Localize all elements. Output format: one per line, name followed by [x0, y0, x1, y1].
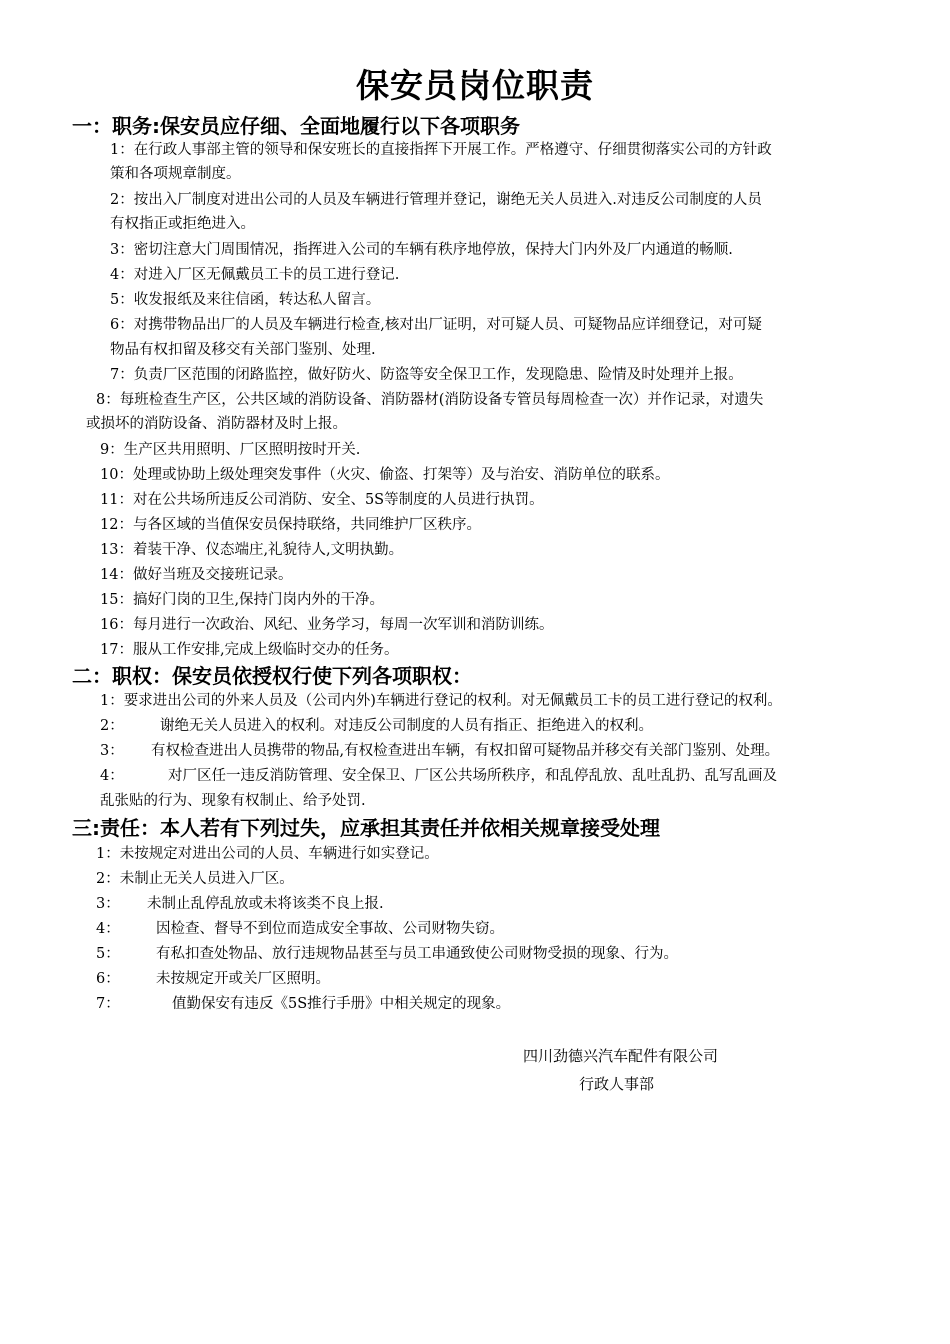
liability-item-5 [96, 943, 678, 965]
liability-item-1 [96, 843, 439, 865]
power-item-2-number: 2： [100, 718, 124, 734]
power-item-2 [100, 715, 653, 737]
liability-item-2-number: 2： [96, 871, 120, 887]
liability-item-4-text: 因检查、督导不到位而造成安全事故、公司财物失窃。 [156, 921, 504, 937]
power-item-2-text: 谢绝无关人员进入的权利。对违反公司制度的人员有指正、拒绝进入的权利。 [160, 718, 653, 734]
duty-item-17: 17：服从工作安排,完成上级临时交办的任务。 [100, 642, 399, 658]
liability-item-3-number: 3： [96, 896, 120, 912]
power-item-3 [100, 740, 779, 762]
duty-item-13: 13：着装干净、仪态端庄,礼貌待人,文明执勤。 [100, 542, 404, 558]
duty-item-4: 4：对进入厂区无佩戴员工卡的员工进行登记. [110, 267, 400, 283]
liability-item-6-text: 未按规定开或关厂区照明。 [156, 971, 330, 987]
duty-item-8-line-2: 或损坏的消防设备、消防器材及时上报。 [86, 416, 347, 432]
duty-item-10: 10：处理或协助上级处理突发事件（火灾、偷盗、打架等）及与治安、消防单位的联系。 [100, 467, 670, 483]
liability-item-5-text: 有私扣查处物品、放行违规物品甚至与员工串通致使公司财物受损的现象、行为。 [156, 946, 678, 962]
power-item-3-number: 3： [100, 743, 124, 759]
duty-item-16: 16：每月进行一次政治、风纪、业务学习，每周一次军训和消防训练。 [100, 617, 554, 633]
duty-item-6-line-2: 物品有权扣留及移交有关部门鉴别、处理. [110, 342, 376, 358]
duty-item-9: 9：生产区共用照明、厂区照明按时开关. [100, 442, 361, 458]
power-item-1-number: 1： [100, 693, 124, 709]
liability-item-6 [96, 968, 330, 990]
liability-item-7 [96, 993, 510, 1015]
liability-item-2 [96, 868, 294, 890]
duty-item-1-line-1: 1：在行政人事部主管的领导和保安班长的直接指挥下开展工作。严格遵守、仔细贯彻落实公司的方针政 [110, 142, 772, 158]
duty-item-14: 14：做好当班及交接班记录。 [100, 567, 293, 583]
section-heading-liabilities: 三:责任：本人若有下列过失，应承担其责任并依相关规章接受处理 [72, 816, 660, 840]
liability-item-4 [96, 918, 504, 940]
department-name: 行政人事部 [579, 1075, 655, 1093]
power-item-4-text: 对厂区任一违反消防管理、安全保卫、厂区公共场所秩序，和乱停乱放、乱吐乱扔、乱写乱画及 [168, 768, 777, 784]
liability-item-3 [96, 893, 384, 915]
duty-item-3: 3：密切注意大门周围情况，指挥进入公司的车辆有秩序地停放，保持大门内外及厂内通道的畅顺. [110, 242, 733, 258]
duty-item-1-line-2: 策和各项规章制度。 [110, 166, 241, 182]
duty-item-2-line-1: 2：按出入厂制度对进出公司的人员及车辆进行管理并登记，谢绝无关人员进入.对违反公司制度的人员 [110, 192, 762, 208]
duty-item-11: 11：对在公共场所违反公司消防、安全、5S等制度的人员进行执罚。 [100, 492, 544, 508]
liability-item-6-number: 6： [96, 971, 120, 987]
liability-item-1-text: 未按规定对进出公司的人员、车辆进行如实登记。 [119, 846, 439, 862]
duty-item-5: 5：收发报纸及来往信函，转达私人留言。 [110, 292, 381, 308]
liability-item-3-text: 未制止乱停乱放或未将该类不良上报. [147, 896, 384, 912]
power-item-4-number: 4： [100, 768, 124, 784]
liability-item-5-number: 5： [96, 946, 120, 962]
power-item-4-line-2: 乱张贴的行为、现象有权制止、给予处罚. [100, 793, 366, 809]
power-item-1 [100, 690, 782, 712]
duty-item-8-line-1: 8：每班检查生产区，公共区域的消防设备、消防器材(消防设备专管员每周检查一次）并作记录，对遗失 [96, 392, 764, 408]
liability-item-4-number: 4： [96, 921, 120, 937]
duty-item-2-line-2: 有权指正或拒绝进入。 [110, 216, 255, 232]
power-item-1-text: 要求进出公司的外来人员及（公司内外)车辆进行登记的权利。对无佩戴员工卡的员工进行登记的权利。 [123, 693, 782, 709]
power-item-4-line-1 [100, 765, 777, 787]
duty-item-6-line-1: 6：对携带物品出厂的人员及车辆进行检查,核对出厂证明，对可疑人员、可疑物品应详细登记，对可疑 [110, 317, 762, 333]
power-item-3-text: 有权检查进出人员携带的物品,有权检查进出车辆，有权扣留可疑物品并移交有关部门鉴别、处理。 [151, 743, 780, 759]
liability-item-7-number: 7： [96, 996, 120, 1012]
liability-item-7-text: 值勤保安有违反《5S推行手册》中相关规定的现象。 [172, 996, 511, 1012]
duty-item-12: 12：与各区域的当值保安员保持联络，共同维护厂区秩序。 [100, 517, 481, 533]
liability-item-1-number: 1： [96, 846, 120, 862]
section-heading-powers: 二：职权：保安员依授权行使下列各项职权： [72, 664, 472, 688]
duty-item-7: 7：负责厂区范围的闭路监控，做好防火、防盗等安全保卫工作，发现隐患、险情及时处理并上报。 [110, 367, 743, 383]
section-heading-duties: 一：职务:保安员应仔细、全面地履行以下各项职务 [72, 114, 520, 138]
liability-item-2-text: 未制止无关人员进入厂区。 [119, 871, 294, 887]
company-name: 四川劲德兴汽车配件有限公司 [523, 1047, 719, 1065]
page-title: 保安员岗位职责 [356, 66, 594, 105]
duty-item-15: 15：搞好门岗的卫生,保持门岗内外的干净。 [100, 592, 385, 608]
